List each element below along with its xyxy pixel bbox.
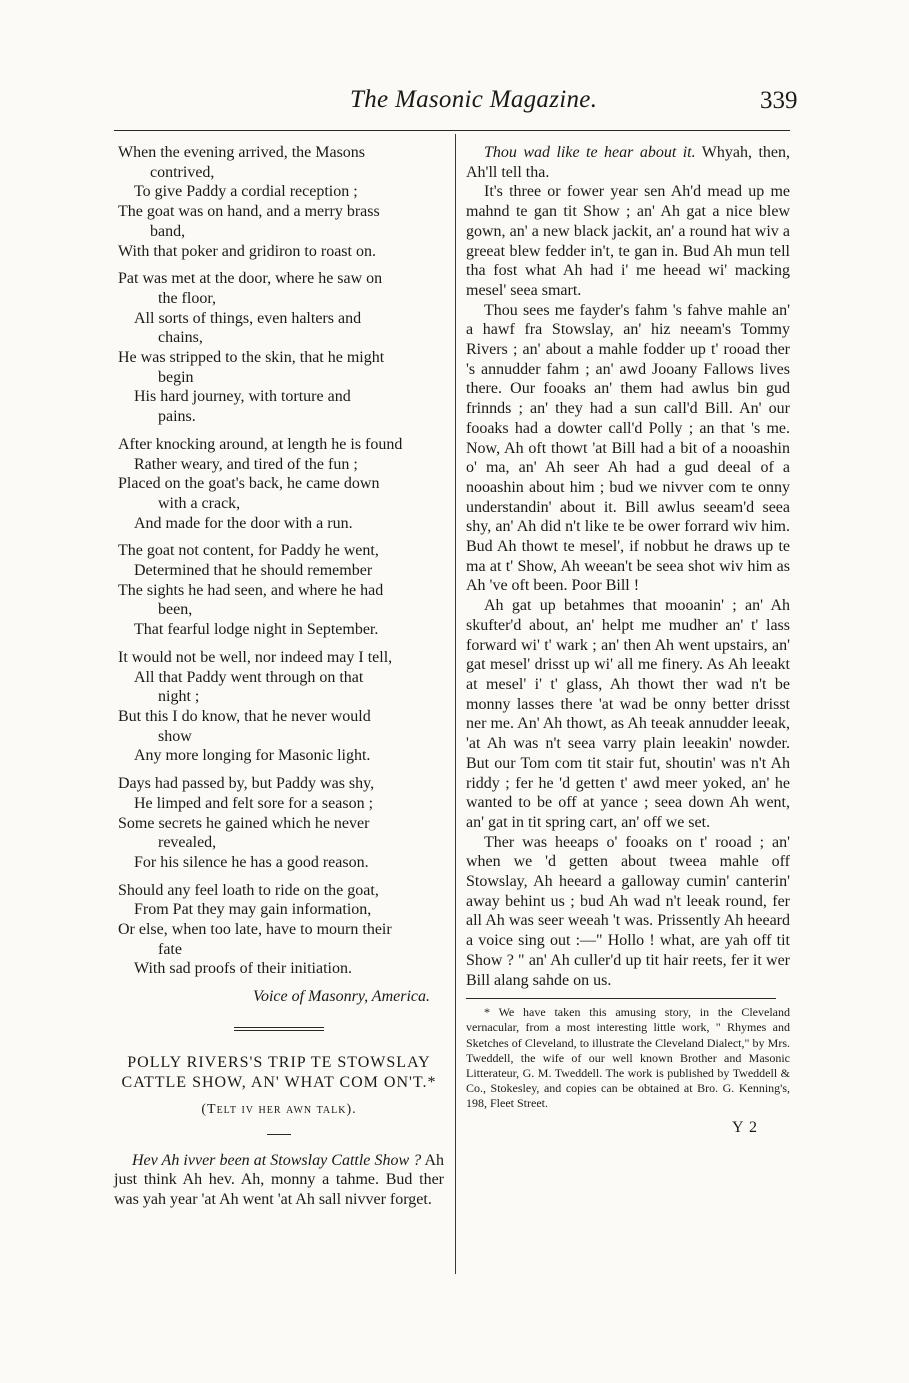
poem-stanza xyxy=(114,541,444,640)
poem-line: Rather weary, and tired of the fun ; xyxy=(134,455,358,473)
poem-stanza xyxy=(114,143,444,261)
right-column xyxy=(466,143,790,1137)
poem-stanza xyxy=(114,435,444,534)
poem-line: Some secrets he gained which he never xyxy=(118,814,370,832)
poem-stanza xyxy=(114,881,444,980)
poem-line: Any more longing for Masonic light. xyxy=(134,747,371,765)
article-paragraph-opening xyxy=(114,1151,444,1210)
poem-line: revealed, xyxy=(158,834,217,852)
poem-line: Pat was met at the door, where he saw on xyxy=(118,270,383,288)
para2-italic: Thou wad like te hear about it. xyxy=(484,144,696,161)
poem-line: contrived, xyxy=(150,163,215,181)
poem-line: All that Paddy went through on that xyxy=(134,668,364,686)
article-paragraph-3: It's three or fower year sen Ah'd mead up me mahnd te gan tit Show ; an' Ah gat a nice blew gown, an' a new black jackit, an' a round hat wiv a greeat blew fedder in't, te gan in. Bud Ah mun tell tha fost what Ah had i' me heead wi' macking mesel' seea smart. xyxy=(466,183,790,299)
poem-line: Placed on the goat's back, he came down xyxy=(118,475,380,493)
poem-stanza xyxy=(114,774,444,873)
left-column xyxy=(114,143,444,1210)
poem-line: begin xyxy=(158,368,194,386)
poem-attribution: Voice of Masonry, America. xyxy=(252,988,430,1006)
article-title: POLLY RIVERS'S TRIP TE STOWSLAY CATTLE SHOW, AN' WHAT COM ON'T.* xyxy=(121,1053,437,1091)
poem-line: All sorts of things, even halters and xyxy=(134,309,362,327)
poem xyxy=(114,143,444,979)
poem-line: the floor, xyxy=(158,289,217,307)
poem-line: with a crack, xyxy=(158,494,241,512)
poem-line: chains, xyxy=(158,329,203,347)
poem-line: band, xyxy=(150,222,186,240)
article-subtitle: (Telt iv her awn talk). xyxy=(201,1101,357,1117)
poem-stanza xyxy=(114,269,444,427)
poem-line: To give Paddy a cordial reception ; xyxy=(134,183,358,201)
poem-line: When the evening arrived, the Masons xyxy=(118,144,366,161)
poem-line: The sights he had seen, and where he had xyxy=(118,581,384,599)
poem-line: Determined that he should remember xyxy=(134,562,373,580)
column-rule xyxy=(455,134,456,1274)
poem-line: Days had passed by, but Paddy was shy, xyxy=(118,775,375,793)
poem-stanza xyxy=(114,648,444,766)
poem-line: After knocking around, at length he is found xyxy=(118,435,403,453)
poem-line: Should any feel loath to ride on the goat, xyxy=(118,881,379,899)
poem-line: He limped and felt sore for a season ; xyxy=(134,794,374,812)
title-rule xyxy=(267,1134,291,1135)
article-paragraph-5: Ah gat up betahmes that mooanin' ; an' Ah skufter'd about, an' helpt me mudher an' t' lass forward wi' t' wark ; an' then Ah went upstairs, an' gat mesel' drisst up wi' all me finery. As Ah leeakt at mesel' i' t' glass, Ah thowt ther wad n't be monny lasses there 'at wad be onny better drisst ner me. An' Ah thowt, as Ah teeak annudder leeak, 'at Ah was n't seea varry plain leeakin' nowder. But our Tom com tit stair fut, shoutin' was n't Ah riddy ; fer he 'd getten t' awd meer yoked, an' he wanted to be off at yance ; seea down Ah went, an' gat in tit spring cart, an' off we set. xyxy=(466,597,790,831)
poem-line: The goat not content, for Paddy he went, xyxy=(118,542,379,560)
signature-mark: Y 2 xyxy=(732,1118,758,1136)
poem-line: That fearful lodge night in September. xyxy=(134,621,379,639)
poem-line: The goat was on hand, and a merry brass xyxy=(118,203,380,221)
poem-line: night ; xyxy=(158,688,200,706)
poem-line: For his silence he has a good reason. xyxy=(134,853,369,871)
poem-line: It would not be well, nor indeed may I tell, xyxy=(118,648,393,666)
poem-line: But this I do know, that he never would xyxy=(118,707,371,725)
poem-line: been, xyxy=(158,601,193,619)
opening-rest: Ah just think Ah hev. Ah, monny a tahme. Bud ther was yah year 'at Ah went 'at Ah sall nivver forget. xyxy=(114,1151,444,1208)
header-rule xyxy=(114,130,790,131)
footnote-rule xyxy=(466,998,776,999)
poem-line: Or else, when too late, have to mourn their xyxy=(118,921,392,939)
para2-rest: Whyah, then, Ah'll tell tha. xyxy=(466,144,790,181)
opening-italic: Hev Ah ivver been at Stowslay Cattle Show ? xyxy=(132,1151,422,1169)
article-paragraph-4: Thou sees me fayder's fahm 's fahve mahle an' a hawf fra Stowslay, an' hiz neeam's Tommy Rivers ; an' about a mahle fodder up t' rooad ther 's annudder fahm ; an' awd Jooany Fallows lives there. Our fooaks an' them had awlus bin gud frinnds ; an' they had a sun call'd Bill. An' our fooaks had a dowter call'd Polly ; an that 's me. Now, Ah oft thowt 'at Bill had a bit of a nooashin o' ma, an' Ah seer Ah had a gud deeal of a nooashin about him ; bud we nivver com te onny understandin' about it. Bill awlus seeam'd seea shy, an' Ah did n't like te be ower forrard wiv him. Bud Ah thowt te mesel', if nobbut he draws up te ma at t' Show, Ah weean't be seea shot wiv him as Ah 've oft been. Poor Bill ! xyxy=(466,301,790,595)
article-paragraph-6: Ther was heeaps o' fooaks on t' rooad ; an' when we 'd getten about tweea mahle off Stowslay, Ah heeard a galloway cumin' canterin' away behint us ; bud Ah wad n't leeak round, fer all Ah was seer weeah 't was. Prissently Ah heeard a voice sing out :—" Hollo ! what, are yah off tit Show ? " an' Ah culler'd up tit hair reets, fer it wer Bill alang sahde on us. xyxy=(466,833,790,989)
poem-line: show xyxy=(158,727,192,745)
poem-line: From Pat they may gain information, xyxy=(134,901,372,919)
section-divider xyxy=(234,1027,324,1031)
article-paragraph-2 xyxy=(466,143,790,182)
poem-line: With sad proofs of their initiation. xyxy=(134,960,352,978)
footnote: * We have taken this amusing story, in the Cleveland vernacular, from a most interesting little work, " Rhymes and Sketches of Cleveland, to illustrate the Cleveland Dialect," by Mrs. Tweddell, the wife of our well known Brother and Masonic Litterateur, G. M. Tweddell. The work is published by Tweddell & Co., Stokesley, and copies can be obtained at Bro. G. Kenning's, 198, Fleet Street. xyxy=(466,1005,790,1111)
poem-line: With that poker and gridiron to roast on. xyxy=(118,242,376,260)
poem-line: pains. xyxy=(158,408,196,426)
poem-line: And made for the door with a run. xyxy=(134,514,353,532)
poem-line: His hard journey, with torture and xyxy=(134,388,351,406)
page-number: 339 xyxy=(760,87,798,114)
poem-line: He was stripped to the skin, that he might xyxy=(118,349,385,367)
poem-line: fate xyxy=(158,940,182,958)
running-head-title: The Masonic Magazine. xyxy=(350,86,598,113)
